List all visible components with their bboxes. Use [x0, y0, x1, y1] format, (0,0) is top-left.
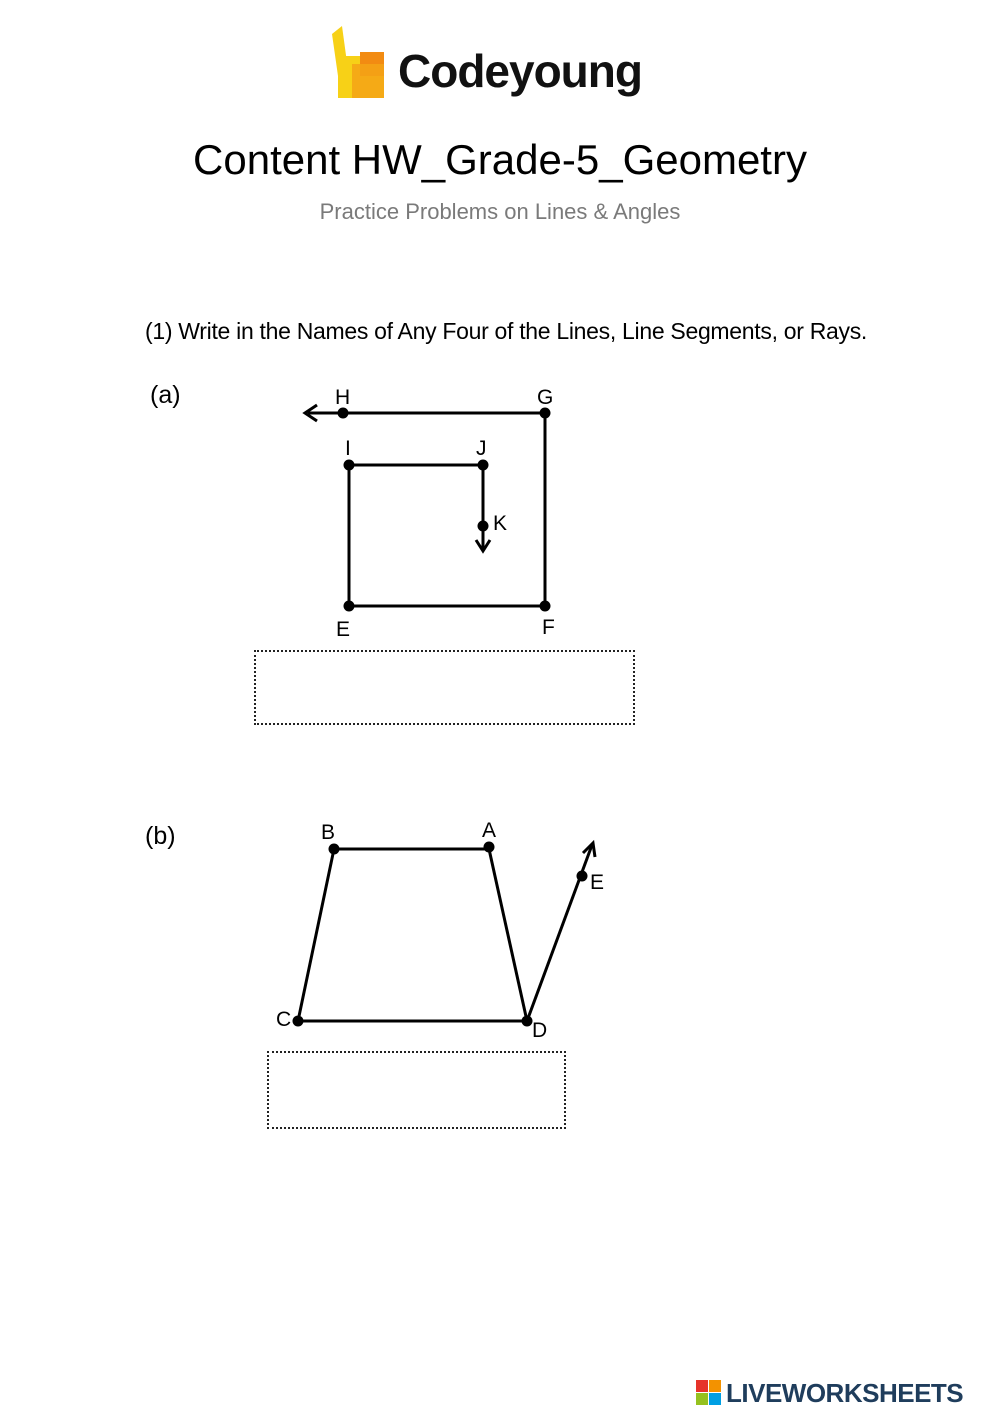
logo-wordmark: Codeyoung [398, 45, 642, 97]
point-c [293, 1016, 304, 1027]
part-b-label: (b) [145, 822, 176, 850]
page-title: Content HW_Grade-5_Geometry [193, 136, 807, 183]
label-f: F [542, 616, 555, 639]
point-b [329, 844, 340, 855]
point-a [484, 842, 495, 853]
segment-bc [298, 849, 334, 1021]
question-text: (1) Write in the Names of Any Four of the Lines, Line Segments, or Rays. [145, 318, 867, 344]
page-subtitle: Practice Problems on Lines & Angles [319, 199, 681, 224]
segment-ad [489, 849, 527, 1021]
label-g: G [537, 386, 554, 409]
label-j: J [476, 437, 487, 460]
part-a-label: (a) [150, 381, 181, 409]
label-c: C [276, 1008, 292, 1031]
label-h: H [335, 386, 351, 409]
point-d [522, 1016, 533, 1027]
point-e-b [577, 871, 588, 882]
liveworksheets-wordmark: LIVEWORKSHEETS [726, 1378, 964, 1408]
label-e-b: E [590, 871, 605, 894]
label-i: I [345, 437, 351, 460]
label-a: A [482, 819, 497, 842]
liveworksheets-logo-icon [696, 1380, 722, 1406]
answer-input-b[interactable] [267, 1051, 566, 1129]
label-e: E [336, 618, 351, 641]
liveworksheets-footer [696, 1376, 996, 1410]
label-d: D [532, 1019, 548, 1042]
label-b: B [321, 821, 336, 844]
label-k: K [493, 512, 508, 535]
